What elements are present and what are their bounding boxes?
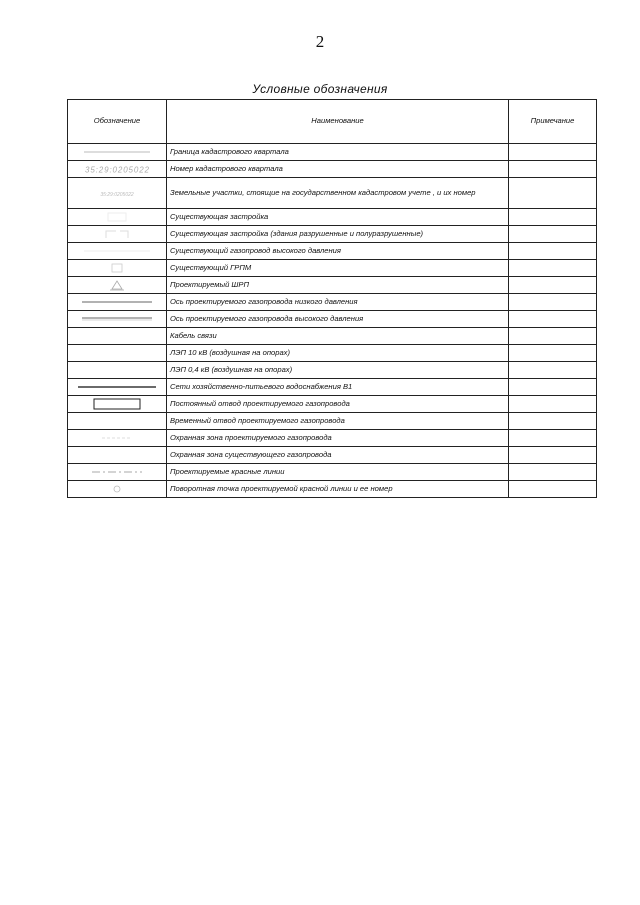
high-pressure-gas-axis-icon <box>71 311 163 327</box>
cadastral-number-icon <box>71 161 163 177</box>
name-cell: Существующая застройка <box>167 209 509 226</box>
symbol-cell <box>68 277 167 294</box>
note-cell <box>509 226 597 243</box>
table-row <box>68 209 597 226</box>
header-name: Наименование <box>167 100 509 144</box>
name-cell: ЛЭП 0,4 кВ (воздушная на опорах) <box>167 362 509 379</box>
permanent-allotment-icon <box>71 396 163 412</box>
svg-text:35:29:0205022: 35:29:0205022 <box>100 192 134 198</box>
note-cell <box>509 447 597 464</box>
note-cell <box>509 396 597 413</box>
note-cell <box>509 260 597 277</box>
power-line-10kv-icon <box>71 345 163 361</box>
svg-text:35:29:0205022: 35:29:0205022 <box>85 165 149 175</box>
shrp-icon <box>71 277 163 293</box>
symbol-cell <box>68 161 167 178</box>
table-row <box>68 294 597 311</box>
symbol-cell <box>68 209 167 226</box>
symbol-cell <box>68 379 167 396</box>
table-row <box>68 464 597 481</box>
table-row <box>68 430 597 447</box>
name-cell: Охранная зона существующего газопровода <box>167 447 509 464</box>
symbol-cell <box>68 396 167 413</box>
name-cell: Постоянный отвод проектируемого газопровода <box>167 396 509 413</box>
name-cell: Проектируемый ШРП <box>167 277 509 294</box>
table-row <box>68 226 597 243</box>
name-cell: Существующий газопровод высокого давления <box>167 243 509 260</box>
header-symbol: Обозначение <box>68 100 167 144</box>
symbol-cell <box>68 294 167 311</box>
note-cell <box>509 413 597 430</box>
name-cell: Ось проектируемого газопровода высокого давления <box>167 311 509 328</box>
table-row <box>68 277 597 294</box>
name-cell: Охранная зона проектируемого газопровода <box>167 430 509 447</box>
table-row <box>68 379 597 396</box>
land-plot-icon <box>71 185 163 201</box>
low-pressure-gas-axis-icon <box>71 294 163 310</box>
note-cell <box>509 481 597 498</box>
existing-building-icon <box>71 209 163 225</box>
cadastral-boundary-icon <box>71 144 163 160</box>
table-row <box>68 144 597 161</box>
symbol-cell <box>68 260 167 277</box>
name-cell: Проектируемые красные линии <box>167 464 509 481</box>
symbol-cell <box>68 178 167 209</box>
header-row <box>68 100 597 144</box>
name-cell: Существующая застройка (здания разрушенные и полуразрушенные) <box>167 226 509 243</box>
note-cell <box>509 144 597 161</box>
existing-gas-pipe-icon <box>71 243 163 259</box>
name-cell: Ось проектируемого газопровода низкого давления <box>167 294 509 311</box>
name-cell: Сети хозяйственно-питьевого водоснабжения В1 <box>167 379 509 396</box>
table-row <box>68 328 597 345</box>
symbol-cell <box>68 328 167 345</box>
table-row <box>68 243 597 260</box>
legend-table <box>67 99 597 498</box>
symbol-cell <box>68 362 167 379</box>
symbol-cell <box>68 144 167 161</box>
note-cell <box>509 294 597 311</box>
note-cell <box>509 161 597 178</box>
table-row <box>68 362 597 379</box>
symbol-cell <box>68 226 167 243</box>
turning-point-icon <box>71 481 163 497</box>
note-cell <box>509 464 597 481</box>
symbol-cell <box>68 243 167 260</box>
symbol-cell <box>68 447 167 464</box>
table-row <box>68 178 597 209</box>
name-cell: Номер кадастрового квартала <box>167 161 509 178</box>
table-row <box>68 260 597 277</box>
note-cell <box>509 379 597 396</box>
note-cell <box>509 243 597 260</box>
name-cell: Поворотная точка проектируемой красной линии и ее номер <box>167 481 509 498</box>
table-row <box>68 396 597 413</box>
name-cell: Существующий ГРПМ <box>167 260 509 277</box>
note-cell <box>509 328 597 345</box>
grpm-icon <box>71 260 163 276</box>
name-cell: Кабель связи <box>167 328 509 345</box>
ruined-building-icon <box>71 226 163 242</box>
note-cell <box>509 311 597 328</box>
note-cell <box>509 362 597 379</box>
header-note: Примечание <box>509 100 597 144</box>
note-cell <box>509 209 597 226</box>
note-cell <box>509 345 597 362</box>
table-row <box>68 345 597 362</box>
existing-protection-zone-icon <box>71 447 163 463</box>
power-line-04kv-icon <box>71 362 163 378</box>
legend-title: Условные обозначения <box>252 82 388 96</box>
page-number: 2 <box>315 32 325 51</box>
temporary-allotment-icon <box>71 413 163 429</box>
projected-protection-zone-icon <box>71 430 163 446</box>
note-cell <box>509 430 597 447</box>
symbol-cell <box>68 311 167 328</box>
note-cell <box>509 277 597 294</box>
red-lines-icon <box>71 464 163 480</box>
name-cell: Граница кадастрового квартала <box>167 144 509 161</box>
name-cell: ЛЭП 10 кВ (воздушная на опорах) <box>167 345 509 362</box>
table-row <box>68 311 597 328</box>
table-row <box>68 481 597 498</box>
symbol-cell <box>68 345 167 362</box>
symbol-cell <box>68 430 167 447</box>
comm-cable-icon <box>71 328 163 344</box>
water-supply-icon <box>71 379 163 395</box>
table-row <box>68 447 597 464</box>
name-cell: Земельные участки, стоящие на государственном кадастровом учете , и их номер <box>167 178 509 209</box>
note-cell <box>509 178 597 209</box>
table-row <box>68 413 597 430</box>
name-cell: Временный отвод проектируемого газопровода <box>167 413 509 430</box>
symbol-cell <box>68 413 167 430</box>
symbol-cell <box>68 464 167 481</box>
table-row <box>68 161 597 178</box>
symbol-cell <box>68 481 167 498</box>
